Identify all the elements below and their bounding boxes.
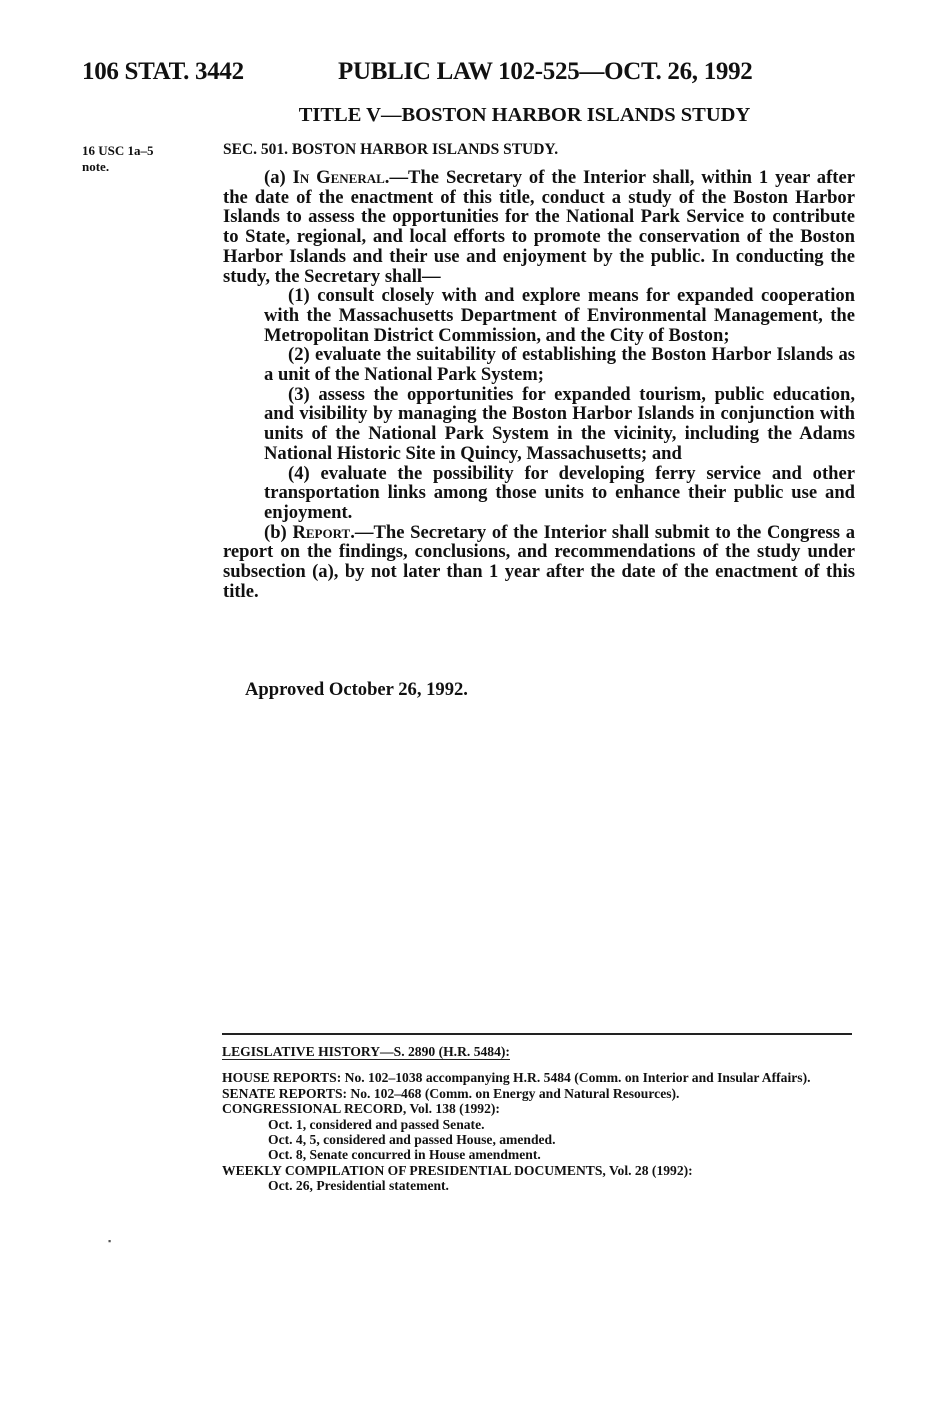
subsection-b-text: .—The Secretary of the Interior shall submit to the Congress a report on the findings, conclusions, and recommendations of the study under subsection (a), by not later than 1 year after the date of the enactment of this title. — [223, 521, 855, 602]
paragraph-3: (3) assess the opportunities for expanded tourism, public education, and visibility by managing the Boston Harbor Islands in conjunction with units of the National Park System in the vicinity, including the Adams National Historic Site in Quincy, Massachusetts; and — [264, 383, 855, 464]
margin-note-citation: 16 USC 1a–5 — [82, 143, 154, 158]
subsection-b-title: Report — [292, 521, 351, 543]
record-entry: Oct. 4, 5, considered and passed House, amended. — [268, 1132, 556, 1148]
subsection-b-label: (b) — [264, 521, 293, 543]
senate-reports: SENATE REPORTS: No. 102–468 (Comm. on Energy and Natural Resources). — [222, 1085, 680, 1101]
paragraph-2: (2) evaluate the suitability of establishing the Boston Harbor Islands as a unit of the National Park System; — [264, 344, 855, 386]
margin-note — [82, 143, 202, 175]
paragraph-1: (1) consult closely with and explore means for expanded cooperation with the Massachusetts Department of Environmental Management, the Metropolitan District Commission, and the City of Boston; — [264, 285, 855, 346]
subsection-a-text: .—The Secretary of the Interior shall, within 1 year after the date of the enactment of this title, conduct a study of the Boston Harbor Islands to assess the opportunities for the National Park Service to contribute to State, regional, and local efforts to promote the conservation of the Boston Harbor Islands and their use and enjoyment by the public. In conducting the study, the Secretary shall— — [223, 167, 855, 287]
subsection-a-title: In General — [292, 167, 385, 188]
subsection-a-label: (a) — [264, 167, 293, 188]
paragraph-4: (4) evaluate the possibility for developing ferry service and other transportation links among those units to enhance their public use and enjoyment. — [264, 462, 855, 523]
public-law-header: PUBLIC LAW 102-525—OCT. 26, 1992 — [338, 58, 753, 85]
margin-note-label: note. — [82, 159, 110, 174]
approval-date: Approved October 26, 1992. — [245, 679, 468, 700]
divider — [222, 1033, 852, 1035]
record-entry: Oct. 1, considered and passed Senate. — [268, 1116, 485, 1132]
weekly-entry: Oct. 26, Presidential statement. — [268, 1178, 449, 1194]
congressional-record: CONGRESSIONAL RECORD, Vol. 138 (1992): — [222, 1101, 500, 1117]
scan-mark: ▪ — [108, 1236, 112, 1246]
record-entry: Oct. 8, Senate concurred in House amendment. — [268, 1147, 541, 1163]
statute-page-number: 106 STAT. 3442 — [82, 58, 244, 85]
title-heading: TITLE V—BOSTON HARBOR ISLANDS STUDY — [298, 104, 751, 126]
section-heading: SEC. 501. BOSTON HARBOR ISLANDS STUDY. — [223, 141, 559, 158]
legislative-history — [222, 1044, 852, 1194]
subsection-b — [223, 523, 855, 602]
weekly-compilation: WEEKLY COMPILATION OF PRESIDENTIAL DOCUMENTS, Vol. 28 (1992): — [222, 1162, 693, 1178]
house-reports: HOUSE REPORTS: No. 102–1038 accompanying H.R. 5484 (Comm. on Interior and Insular Affairs). — [222, 1070, 811, 1086]
section-body — [223, 168, 855, 601]
subsection-a — [223, 168, 855, 286]
legislative-history-heading: LEGISLATIVE HISTORY—S. 2890 (H.R. 5484): — [222, 1044, 510, 1059]
